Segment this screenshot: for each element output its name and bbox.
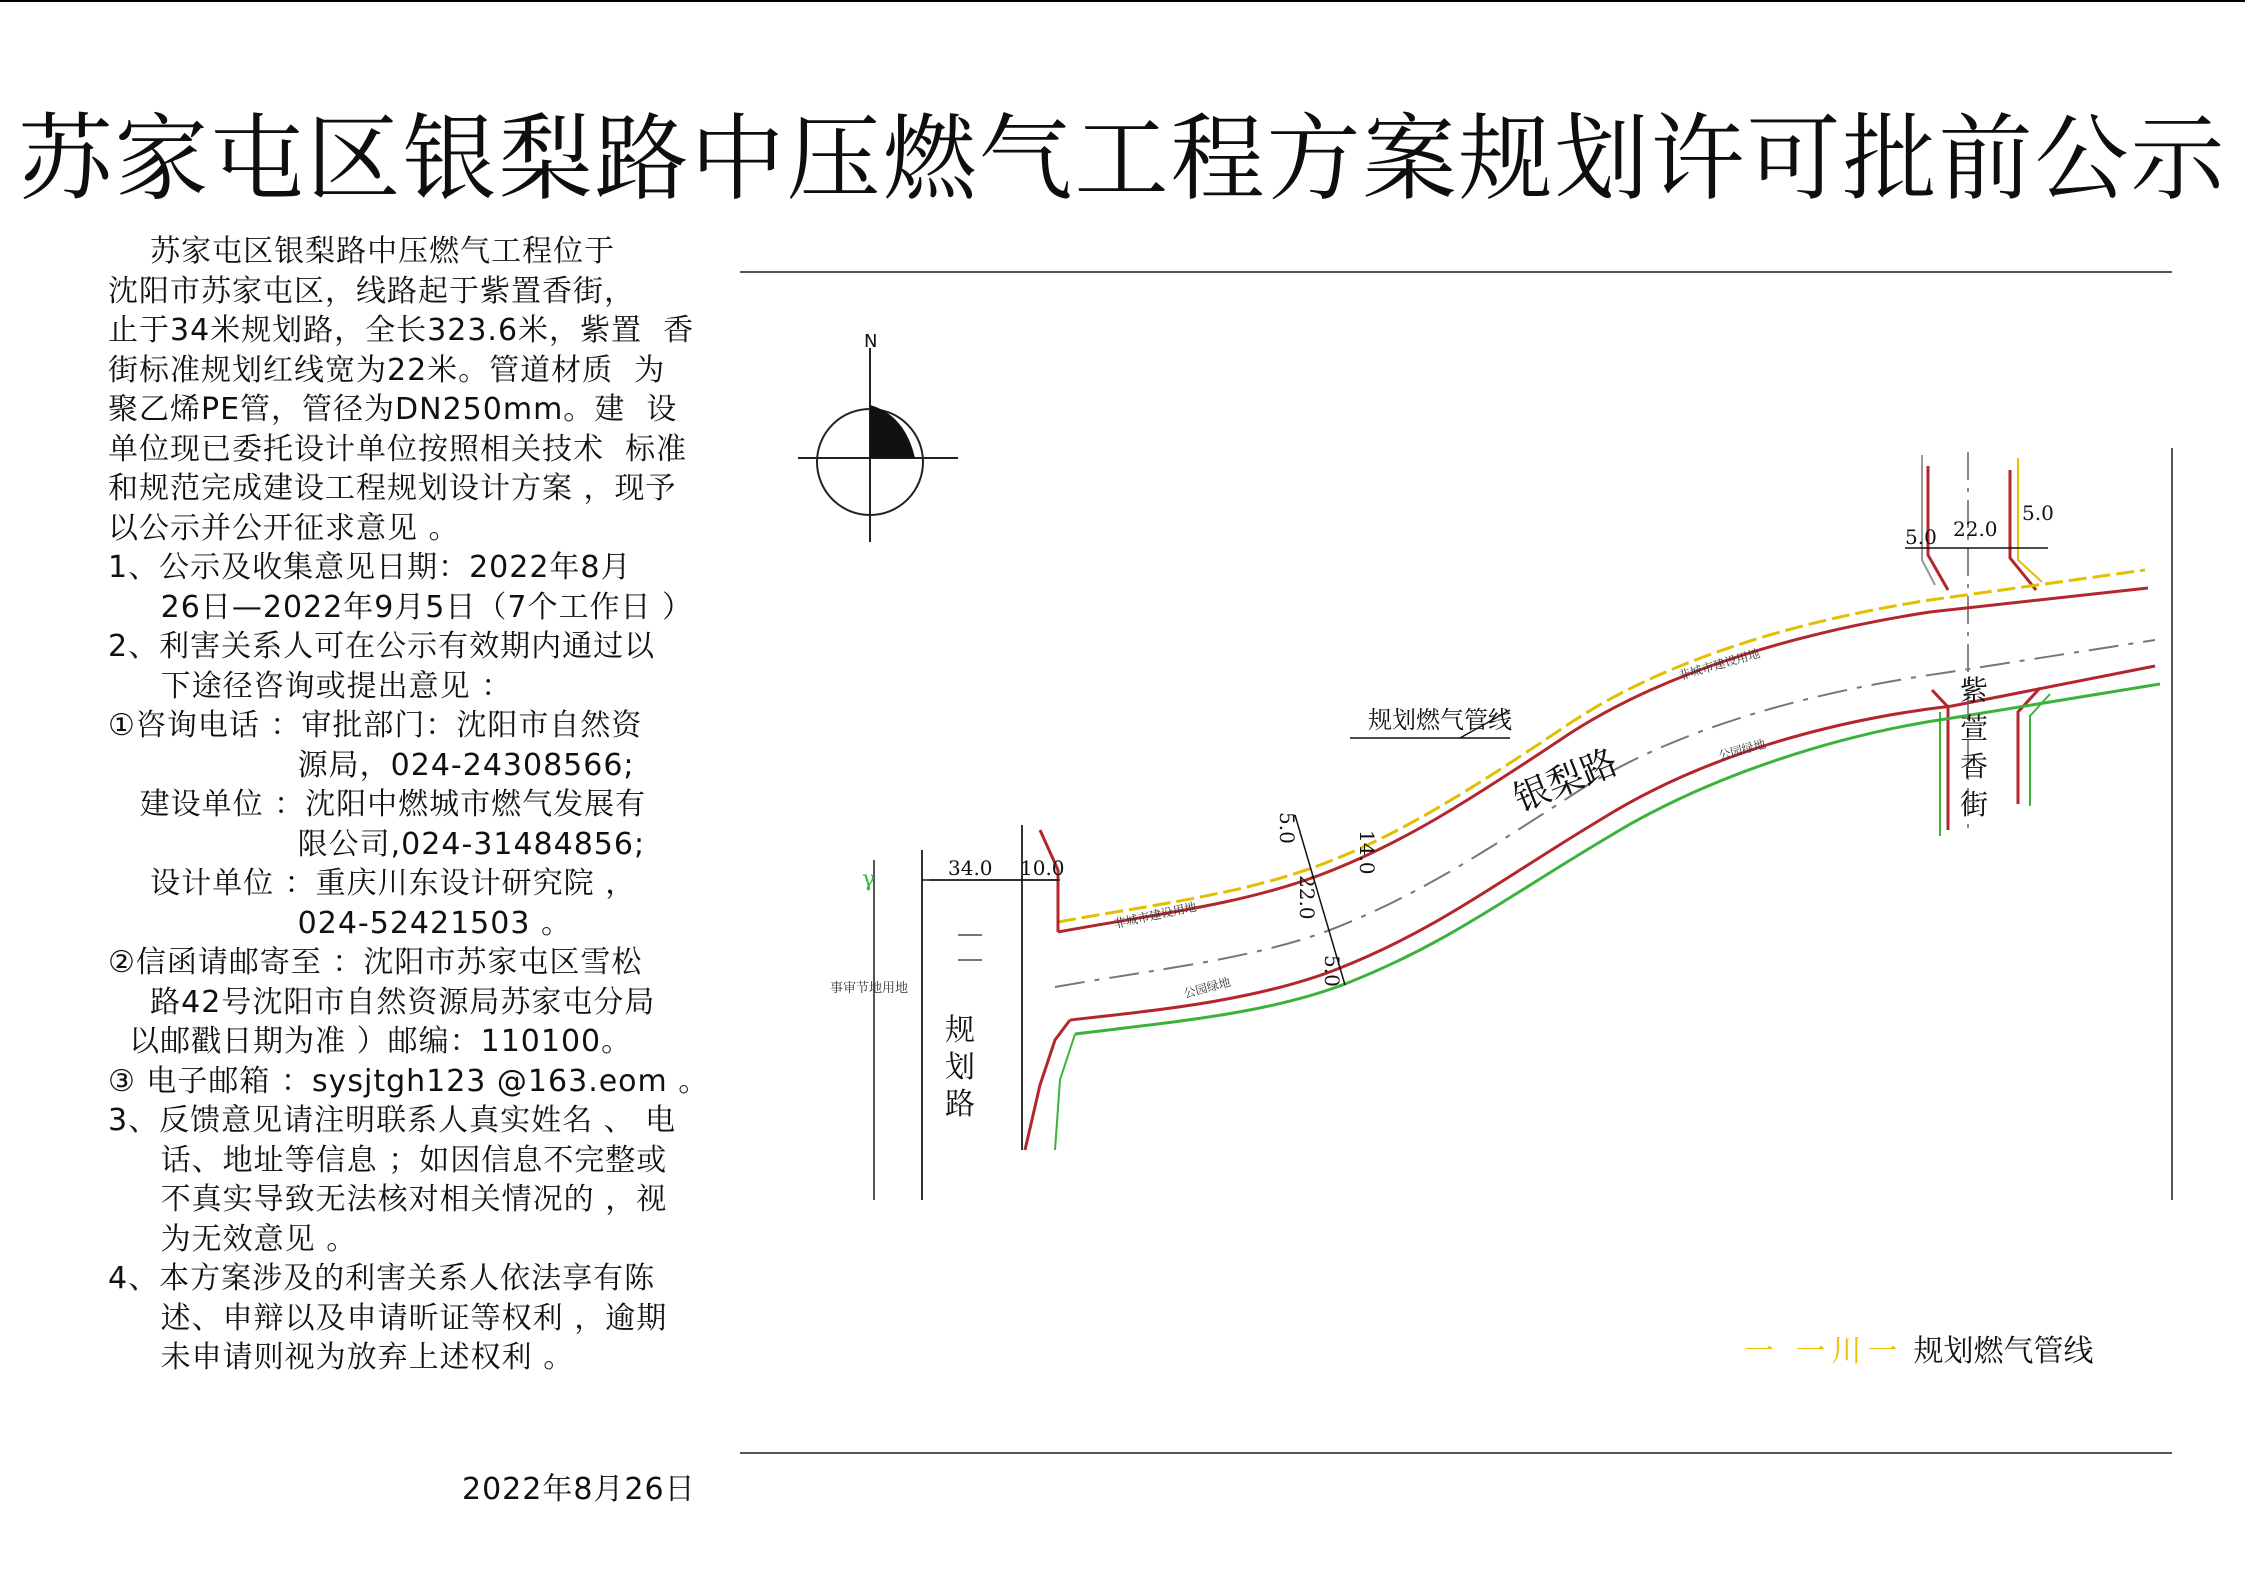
north-arrow-icon — [798, 331, 958, 542]
svg-text:5.0: 5.0 — [1320, 955, 1344, 987]
notice-line: 路42号沈阳市自然资源局苏家屯分局 — [108, 984, 656, 1020]
notice-line: 建设单位 ：沈阳中燃城市燃气发展有 — [108, 787, 647, 822]
notice-line: 沈阳市苏家屯区，线路起于紫置香街， — [108, 273, 635, 309]
land-use-label: 事审节地用地 — [830, 981, 909, 996]
gas-line-callout — [1350, 706, 1512, 738]
notice-line: ②信函请邮寄至 ：沈阳市苏家屯区雪松 — [108, 945, 643, 980]
notice-line: 限公司,024-31484856; — [108, 826, 646, 862]
notice-line: 未申请则视为放弃上述权利 。 — [108, 1340, 575, 1375]
notice-line: 2、利害关系人可在公示有效期内通过以 — [108, 629, 656, 664]
svg-text:34.0: 34.0 — [948, 856, 993, 880]
notice-line: 024-52421503 。 — [108, 905, 572, 941]
green-label-2: 公园绿地 — [1182, 974, 1233, 1001]
svg-text:22.0: 22.0 — [1953, 517, 1998, 541]
notice-line: 苏家屯区银梨路中压燃气工程位于 — [108, 234, 616, 269]
gas-line-label: 规划燃气管线 — [1368, 706, 1512, 734]
notice-line: 和规范完成建设工程规划设计方案 ，现予 — [108, 471, 677, 506]
notice-line: 话、地址等信息 ；如因信息不完整或 — [108, 1142, 668, 1178]
notice-line: 止于34米规划路，全长323.6米，紫置 香 — [108, 313, 695, 348]
svg-text:5.0: 5.0 — [1905, 525, 1937, 549]
page-title: 苏家屯区银梨路中压燃气工程方案规划许可批前公示 — [18, 105, 2227, 214]
notice-line: 下途径咨询或提出意见 ： — [108, 668, 513, 704]
legend — [1744, 1328, 2094, 1368]
notice-line: ①咨询电话 ：审批部门：沈阳市自然资 — [108, 708, 643, 743]
main-road-label: 银梨路 — [1508, 741, 1624, 821]
notice-line: 述、申辩以及申请昕证等权利 ，逾期 — [108, 1300, 668, 1336]
notice-line: 4、本方案涉及的利害关系人依法享有陈 — [108, 1261, 656, 1296]
notice-line: 为无效意见 。 — [108, 1221, 358, 1257]
notice-line: 3、反馈意见请注明联系人真实姓名 、 电 — [108, 1103, 677, 1138]
notice-line: 1、公示及收集意见日期：2022年8月 — [108, 550, 632, 585]
planned-road-dimensions — [922, 856, 1065, 880]
notice-line: ③ 电子邮箱 ：sysjtgh123 @163.eom 。 — [108, 1063, 710, 1099]
construction-label-2: 非城市建设用地 — [1112, 899, 1198, 931]
green-label-1: 公园绿地 — [1717, 736, 1768, 763]
gas-line-legend-symbol: 一 一川一 — [1744, 1334, 1904, 1369]
notice-line: 以公示并公开征求意见 。 — [108, 510, 460, 546]
svg-text:14.0: 14.0 — [1355, 830, 1379, 875]
notice-date: 2022年8月26日 — [462, 1472, 696, 1507]
north-label: N — [864, 331, 878, 352]
planned-road-label: 规 划 路 — [945, 1013, 975, 1122]
notice-line: 以邮戳日期为准 ）邮编：110100。 — [108, 1024, 633, 1059]
notice-line: 单位现已委托设计单位按照相关技术 标准 — [108, 431, 688, 467]
notice-line: 源局，024-24308566; — [108, 747, 635, 783]
cross-road-label: 紫 萱 香 街 — [1960, 674, 1989, 821]
notice-line: 街标准规划红线宽为22米。管道材质 为 — [108, 352, 666, 388]
notice-line: 聚乙烯PE管，管径为DN250mm。建 设 — [108, 392, 678, 427]
construction-label-1: 非城市建设用地 — [1676, 646, 1762, 683]
notice-line: 设计单位 ：重庆川东设计研究院 ， — [108, 866, 637, 901]
main-road-dimensions — [1275, 812, 1379, 987]
svg-text:5.0: 5.0 — [1275, 812, 1299, 844]
main-road — [1055, 570, 2160, 1034]
notice-line: 不真实导致无法核对相关情况的 ，视 — [108, 1182, 668, 1217]
svg-text:22.0: 22.0 — [1295, 875, 1319, 920]
svg-text:5.0: 5.0 — [2022, 501, 2054, 525]
gas-line-legend-label: 规划燃气管线 — [1913, 1334, 2094, 1369]
notice-line: 26日—2022年9月5日（7个工作日 ） — [108, 589, 693, 625]
gamma-label: γ — [862, 867, 876, 892]
svg-text:10.0: 10.0 — [1020, 856, 1065, 880]
